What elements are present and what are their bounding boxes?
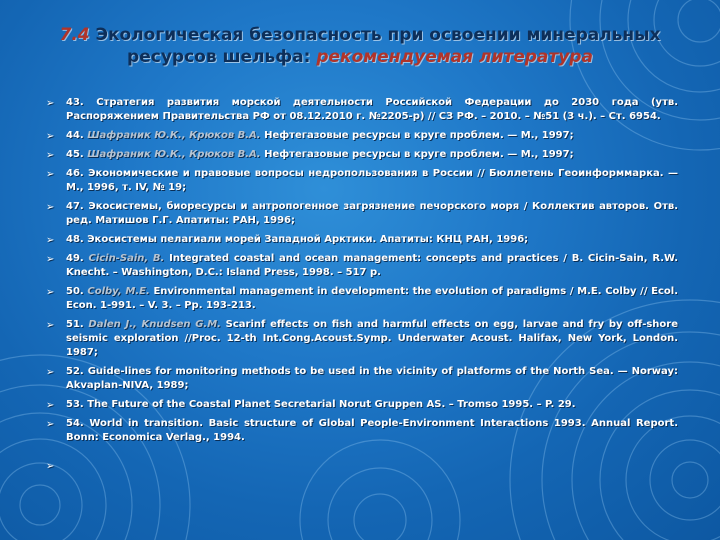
reference-text: Экосистемы, биоресурсы и антропогенное загрязнение печорского моря / Коллектив авторов. Отв. ред. Матишов Г.Г. Апатиты: РАН, 1996;	[66, 201, 679, 226]
reference-number: 53.	[66, 399, 84, 410]
arrow-bullet-icon: ➢	[46, 150, 55, 161]
arrow-bullet-icon: ➢	[46, 254, 55, 265]
reference-text: Нефтегазовые ресурсы в круге проблем. — М., 1997;	[264, 130, 574, 141]
reference-text: Экономические и правовые вопросы недропользования в России // Бюллетень Геоинформмарка. — М., 1996, т. IV, № 19;	[66, 168, 678, 193]
reference-number: 50.	[66, 286, 84, 297]
reference-text: Стратегия развития морской деятельности Российской Федерации до 2030 года (утв. Распоряжением Правительства РФ от 08.12.2010 г. №2205-р) // СЗ РФ. – 2010. – №51 (3 ч.). – Ст. 6954.	[66, 97, 678, 122]
arrow-bullet-icon: ➢	[46, 320, 55, 331]
reference-text: Экосистемы пелагиали морей Западной Арктики. Апатиты: КНЦ РАН, 1996;	[87, 234, 529, 245]
arrow-bullet-icon: ➢	[46, 287, 55, 298]
reference-item	[46, 200, 678, 228]
reference-number: 48.	[66, 234, 84, 245]
arrow-bullet-icon: ➢	[46, 131, 55, 142]
reference-item	[46, 129, 678, 143]
reference-number: 44.	[66, 130, 84, 141]
reference-number: 46.	[66, 168, 84, 179]
reference-item	[46, 148, 678, 162]
reference-author: Dalen J., Knudsen G.M.	[88, 319, 221, 330]
arrow-bullet-icon: ➢	[46, 461, 55, 472]
reference-list	[46, 96, 678, 478]
arrow-bullet-icon: ➢	[46, 367, 55, 378]
reference-text: Scarinf effects on fish and harmful effects on egg, larvae and fry by off-shore seismic exploration //Proc. 12-th Int.Cong.Acoust.Symp. Underwater Acoust. Halifax, New York, London. 1987;	[66, 319, 679, 358]
arrow-bullet-icon: ➢	[46, 400, 55, 411]
title-accent-text: рекомендуемая литература	[316, 47, 593, 67]
reference-number: 45.	[66, 149, 84, 160]
reference-author: Cicin-Sain, B.	[88, 253, 165, 264]
reference-number: 49.	[66, 253, 84, 264]
reference-item	[46, 365, 678, 393]
arrow-bullet-icon: ➢	[46, 235, 55, 246]
reference-text: World in transition. Basic structure of Global People-Environment Interactions 1993. Annual Report. Bonn: Economica Verlag., 1994.	[66, 418, 678, 443]
title-main-text: Экологическая безопасность при освоении минеральных ресурсов шельфа:	[95, 25, 661, 67]
reference-author: Шафраник Ю.К., Крюков В.А.	[87, 130, 261, 141]
reference-text: Integrated coastal and ocean management: concepts and practices / B. Cicin-Sain, R.W. Knecht. – Washington, D.C.: Island Press, 1998. – 517 p.	[66, 253, 679, 278]
reference-number: 51.	[66, 319, 84, 330]
reference-number: 43.	[66, 97, 84, 108]
reference-item	[46, 398, 678, 412]
reference-number: 47.	[66, 201, 84, 212]
arrow-bullet-icon: ➢	[46, 98, 55, 109]
reference-author: Шафраник Ю.К., Крюков В.А.	[87, 149, 261, 160]
reference-text: Нефтегазовые ресурсы в круге проблем. — М., 1997;	[264, 149, 574, 160]
reference-item	[46, 96, 678, 124]
arrow-bullet-icon: ➢	[46, 419, 55, 430]
reference-text: Guide-lines for monitoring methods to be used in the vicinity of platforms of the North Sea. — Norway: Akvaplan-NIVA, 1989;	[66, 366, 678, 391]
reference-text: Environmental management in development: the evolution of paradigms / M.E. Colby // Ecol. Econ. 1-991. – V. 3. – Pp. 193-213.	[66, 286, 678, 311]
empty-list-item	[46, 459, 678, 473]
reference-item	[46, 252, 678, 280]
reference-item	[46, 318, 678, 360]
reference-item	[46, 167, 678, 195]
slide-title	[30, 24, 690, 68]
reference-item	[46, 233, 678, 247]
arrow-bullet-icon: ➢	[46, 169, 55, 180]
reference-author: Colby, M.E.	[87, 286, 150, 297]
reference-item	[46, 417, 678, 445]
reference-item	[46, 285, 678, 313]
arrow-bullet-icon: ➢	[46, 202, 55, 213]
reference-number: 52.	[66, 366, 84, 377]
reference-text: The Future of the Coastal Planet Secretarial Norut Gruppen AS. – Tromso 1995. – P. 29.	[87, 399, 576, 410]
reference-number: 54.	[66, 418, 84, 429]
title-section-number: 7.4	[59, 25, 90, 45]
